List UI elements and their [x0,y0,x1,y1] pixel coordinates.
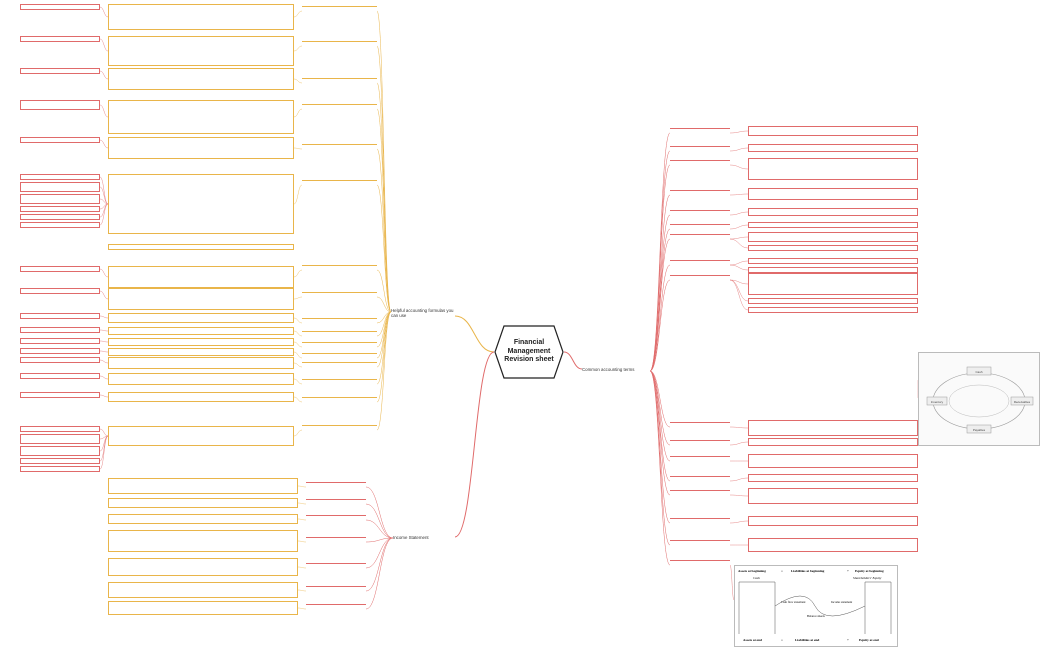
formula-description [108,357,294,369]
connector-line [294,397,302,402]
connector-line [455,352,494,537]
connector-line [650,371,670,523]
term-label [670,224,730,225]
term-description [748,516,918,526]
formula-expression [20,434,100,444]
connector-line [294,79,302,83]
connector-line [366,504,393,538]
connector-line [100,7,108,17]
connector-line [298,486,306,487]
connector-line [730,131,748,133]
formula-expression [20,137,100,143]
connector-line [100,360,108,363]
connector-line [298,590,306,591]
term-label [670,128,730,129]
connector-line [100,204,108,225]
cycle-label-inventory: Inventory [930,400,944,404]
connector-line [100,140,108,148]
connector-line [730,165,748,169]
income-description [108,601,298,615]
term-description [748,188,918,200]
connector-line [377,312,391,402]
income-description [108,514,298,524]
connector-line [730,265,748,270]
cycle-label-cash: Cash [975,370,983,374]
term-label [670,540,730,541]
term-description [748,208,918,216]
connector-line [100,429,108,436]
connector-line [455,316,494,352]
formula-description [108,100,294,134]
formula-label [302,6,377,7]
connector-line [730,442,748,445]
connector-line [298,608,306,609]
formula-expression [20,426,100,432]
connector-line [100,71,108,79]
branch-terms[interactable]: Common accounting terms [582,367,635,372]
formula-label [302,180,377,181]
formula-expression [20,446,100,456]
formula-label [302,353,377,354]
term-label [670,160,730,161]
formula-expression [20,338,100,344]
formula-expression [20,214,100,220]
cash-flow-cycle-figure [918,352,1040,446]
formula-label [302,265,377,266]
formula-expression [20,182,100,192]
term-label [670,210,730,211]
connector-line [294,148,302,149]
connector-line [294,342,302,347]
connector-line [294,109,302,117]
term-description [748,232,918,242]
branch-formulas[interactable]: Helpful accounting formulas you can use [391,308,454,318]
term-label [670,518,730,519]
formula-label [302,104,377,105]
formula-description [108,313,294,323]
connector-line [294,430,302,436]
formula-description [108,244,294,250]
connector-line [730,261,748,265]
formula-description [108,68,294,90]
connector-line [100,376,108,379]
formula-label [302,331,377,332]
term-label [670,190,730,191]
connector-line [100,316,108,318]
connector-line [650,133,670,371]
term-label [670,422,730,423]
connector-line [100,351,108,352]
connector-line [294,379,302,384]
connector-line [650,371,670,427]
connector-line [100,39,108,51]
income-label [306,586,366,587]
connector-line [298,519,306,520]
connector-line [100,291,108,299]
income-description [108,530,298,552]
connector-line [650,151,670,371]
term-description [748,438,918,446]
formula-label [302,425,377,426]
formula-label [302,362,377,363]
connector-line [366,538,393,609]
term-description [748,538,918,552]
connector-line [298,541,306,542]
income-description [108,478,298,494]
formula-expression [20,206,100,212]
term-description [748,144,918,152]
connector-line [564,352,582,369]
connector-line [100,330,108,331]
income-label [306,537,366,538]
term-description [748,488,918,504]
connector-line [294,185,302,204]
formula-description [108,288,294,310]
term-label [670,490,730,491]
connector-line [294,270,302,277]
income-label [306,563,366,564]
connector-line [650,165,670,371]
connector-line [730,495,748,496]
formula-expression [20,266,100,272]
income-description [108,558,298,576]
formula-label [302,379,377,380]
term-label [670,260,730,261]
term-description [748,474,918,482]
term-description [748,245,918,251]
term-description [748,298,918,304]
connector-line [650,215,670,371]
income-label [306,515,366,516]
formula-description [108,348,294,356]
connector-line [294,352,302,358]
connector-line [730,148,748,151]
connector-line [294,363,302,367]
income-description [108,498,298,508]
connector-line [100,436,108,469]
connector-line [730,225,748,229]
formula-description [108,137,294,159]
term-label [670,146,730,147]
branch-income[interactable]: Income Statement [393,535,429,540]
connector-line [100,177,108,204]
formula-label [302,144,377,145]
connector-line [730,427,748,428]
connector-line [730,280,748,301]
connector-line [730,478,748,481]
term-label [670,476,730,477]
formula-expression [20,174,100,180]
connector-line [730,194,748,195]
formula-description [108,392,294,402]
formula-expression [20,288,100,294]
connector-line [294,331,302,336]
income-label [306,482,366,483]
formula-expression [20,68,100,74]
income-description [108,582,298,598]
formula-description [108,426,294,446]
connector-line [100,269,108,277]
term-label [670,234,730,235]
formula-label [302,318,377,319]
term-description [748,420,918,436]
cycle-label-payables: Payables [972,428,986,432]
formula-expression [20,458,100,464]
formula-expression [20,466,100,472]
formula-expression [20,36,100,42]
formula-label [302,342,377,343]
connector-line [730,239,748,248]
formula-description [108,327,294,335]
formula-description [108,36,294,66]
connector-line [100,341,108,342]
term-description [748,222,918,228]
connector-line [366,538,393,591]
connector-line [650,371,670,495]
term-label [670,275,730,276]
formula-expression [20,4,100,10]
formula-expression [20,348,100,354]
connector-line [298,567,306,568]
term-description [748,158,918,180]
connector-line [294,318,302,323]
central-topic[interactable] [494,324,564,380]
formula-label [302,292,377,293]
connector-line [294,46,302,51]
term-description [748,307,918,313]
formula-label [302,78,377,79]
formula-expression [20,327,100,333]
connector-line [294,11,302,17]
term-label [670,440,730,441]
term-description [748,258,918,264]
formula-description [108,4,294,30]
connector-line [298,503,306,504]
formula-expression [20,313,100,319]
connector-line [730,521,748,523]
formula-description [108,338,294,346]
term-description [748,126,918,136]
formula-label [302,397,377,398]
connector-line [366,487,393,538]
central-title: Financial Management Revision sheet [504,339,554,364]
ties-figure: Assets at beginning = Liabilities at beginning + Equity at beginning Cash Shareholders' Equity Cash flow statement Income statement Balance sheets Assets at end = Liabilities at end + Equity at end [734,565,898,647]
term-label [670,560,730,561]
formula-expression [20,194,100,204]
formula-description [108,174,294,234]
income-label [306,604,366,605]
term-label [670,456,730,457]
connector-line [100,395,108,397]
connector-line [730,280,748,310]
connector-line [377,109,391,312]
connector-line [730,212,748,215]
formula-expression [20,222,100,228]
formula-description [108,266,294,288]
formula-description [108,373,294,385]
cycle-label-receivables: Receivables [1013,400,1031,404]
connector-line [294,297,302,299]
connector-line [730,237,748,239]
connector-line [100,436,108,461]
income-label [306,499,366,500]
formula-expression [20,100,100,110]
formula-expression [20,392,100,398]
formula-label [302,41,377,42]
formula-expression [20,373,100,379]
term-description [748,454,918,468]
term-description [748,273,918,295]
formula-expression [20,357,100,363]
connector-line [100,105,108,117]
connector-line [366,520,393,538]
